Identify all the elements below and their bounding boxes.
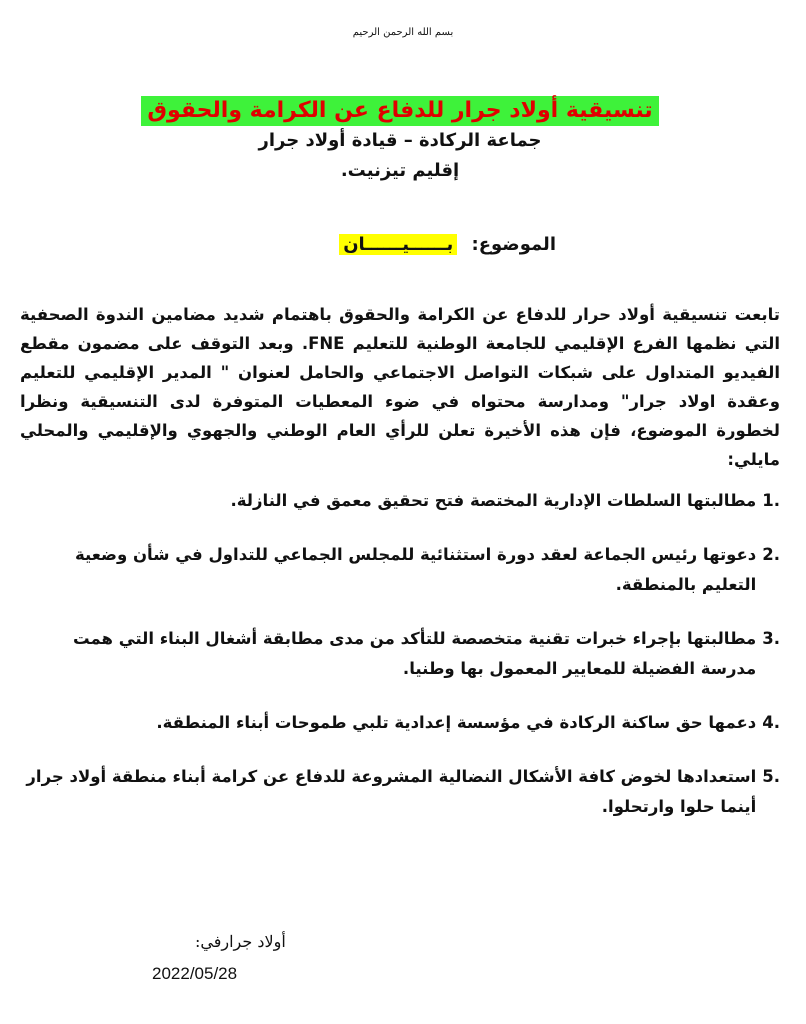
signature-name: أولاد جرارفي:: [195, 932, 286, 951]
subject-line: [339, 230, 556, 260]
signature-date: 2022/05/28: [152, 964, 238, 983]
item-number: 4.: [762, 713, 780, 732]
intro-paragraph: تابعت تنسيقية أولاد حرار للدفاع عن الكرامة والحقوق باهتمام شديد مضامين الندوة الصحفية التي نظمها الفرع الإقليمي للجامعة الوطنية للتعليم FNE. وبعد التوقف على مضمون مقطع الفيديو المتداول على شبكات التواصل الاجتماعي والحامل لعنوان " المدير الإقليمي للتعليم وعقدة اولاد جرار" ومدارسة محتواه في ضوء المعطيات المتوفرة لدى التنسيقية ونظرا لخطورة الموضوع، فإن هذه الأخيرة تعلن للرأي العام الوطني والجهوي والإقليمي والمحلي مايلي:: [20, 305, 780, 469]
subject-value: بــــــيــــــان: [339, 234, 457, 255]
list-item: [20, 762, 780, 822]
item-number: 3.: [762, 629, 780, 648]
item-text: استعدادها لخوض كافة الأشكال النضالية المشروعة للدفاع عن كرامة أبناء منطقة أولاد جرار أينما حلوا وارتحلوا.: [26, 767, 757, 816]
document-header: [120, 96, 680, 186]
item-text: مطالبتها بإجراء خبرات تقنية متخصصة للتأكد من مدى مطابقة أشغال البناء التي همت مدرسة الفضيلة للمعايير المعمول بها وطنيا.: [73, 629, 757, 678]
header-line-commune: جماعة الركادة – قيادة أولاد جرار: [258, 130, 542, 151]
item-text: دعوتها رئيس الجماعة لعقد دورة استثنائية للمجلس الجماعي للتداول في شأن وضعية التعليم بالمنطقة.: [74, 545, 757, 594]
basmala: بسم الله الرحمن الرحيم: [352, 27, 454, 38]
item-text: دعمها حق ساكنة الركادة في مؤسسة إعدادية تلبي طموحات أبناء المنطقة.: [156, 713, 757, 732]
item-number: 5.: [762, 767, 780, 786]
list-item: [20, 708, 780, 738]
list-item: [20, 624, 780, 684]
item-number: 1.: [762, 491, 780, 510]
item-text: مطالبتها السلطات الإدارية المختصة فتح تحقيق معمق في النازلة.: [230, 491, 757, 510]
item-number: 2.: [762, 545, 780, 564]
demands-list: [20, 486, 780, 846]
subject-label: الموضوع:: [471, 234, 556, 255]
list-item: [20, 540, 780, 600]
header-line-province: إقليم تيزنيت.: [340, 160, 460, 181]
organization-title: تنسيقية أولاد جرار للدفاع عن الكرامة والحقوق: [141, 96, 658, 126]
list-item: [20, 486, 780, 516]
